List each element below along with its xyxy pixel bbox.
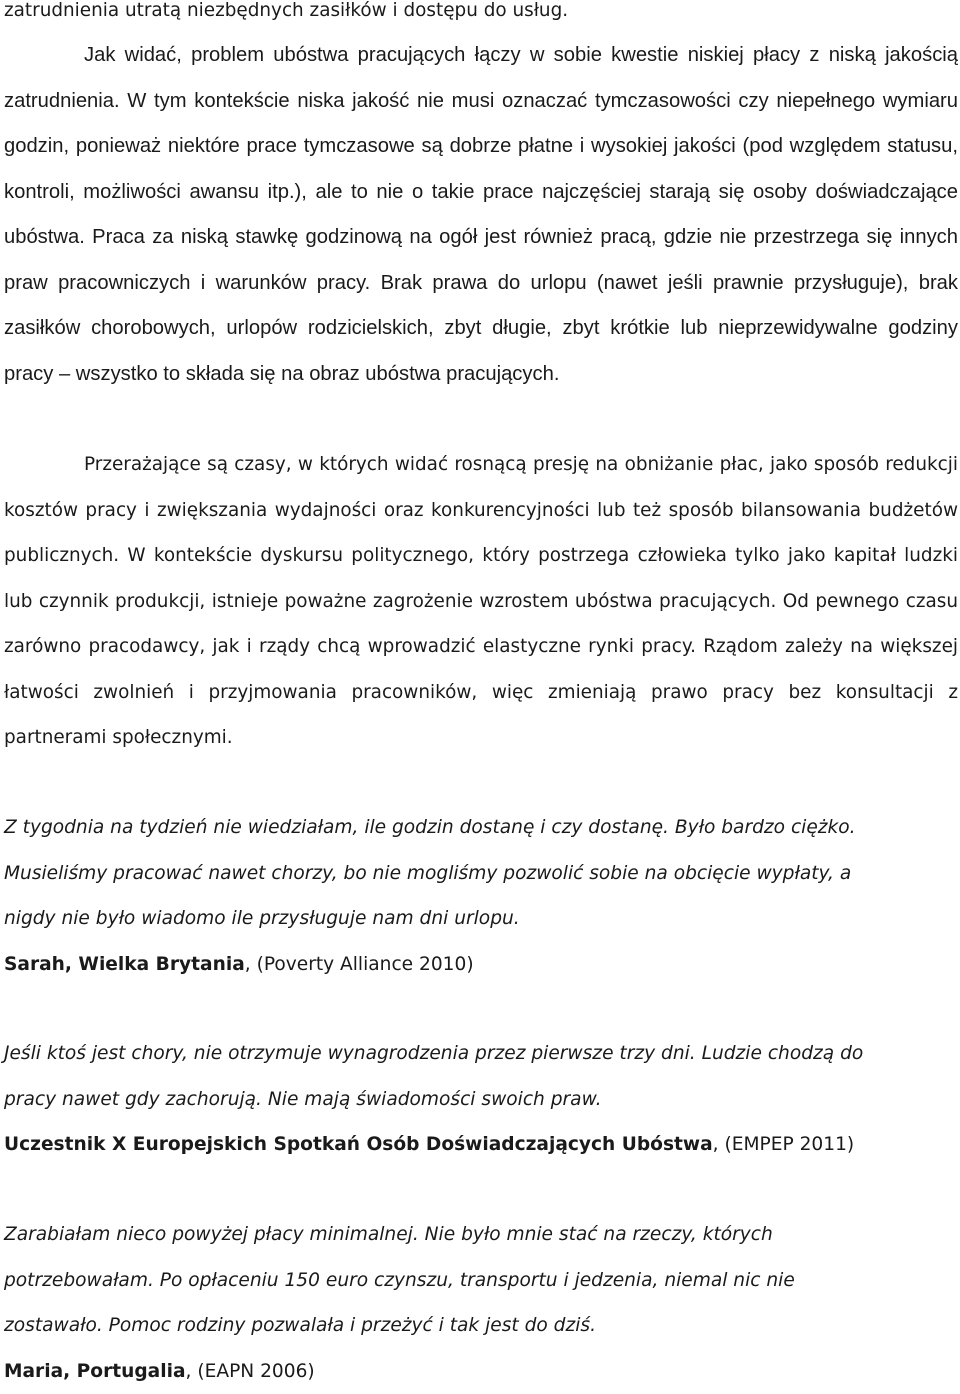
- quote-line: Zarabiałam nieco powyżej płacy minimalnej. Nie było mnie stać na rzeczy, których: [4, 1212, 958, 1258]
- quote-block-1: [4, 805, 958, 987]
- quote-attribution: [4, 1349, 958, 1394]
- quote-line: Jeśli ktoś jest chory, nie otrzymuje wynagrodzenia przez pierwsze trzy dni. Ludzie chodzą do: [4, 1031, 958, 1077]
- paragraph-continuation: zatrudnienia utratą niezbędnych zasiłków i dostępu do usług.: [4, 0, 958, 34]
- quote-source: , (EAPN 2006): [186, 1361, 315, 1382]
- quote-author: Maria, Portugalia: [4, 1361, 186, 1382]
- quote-source: , (EMPEP 2011): [713, 1134, 855, 1155]
- quote-line: Z tygodnia na tydzień nie wiedziałam, ile godzin dostanę i czy dostanę. Było bardzo ciężko.: [4, 805, 958, 851]
- quote-line: potrzebowałam. Po opłaceniu 150 euro czynszu, transportu i jedzenia, niemal nic nie: [4, 1258, 958, 1304]
- quote-block-3: [4, 1212, 958, 1394]
- paragraph-working-poverty: Jak widać, problem ubóstwa pracujących łączy w sobie kwestie niskiej płacy z niską jakością zatrudnienia. W tym kontekście niska jakość nie musi oznaczać tymczasowości czy niepełnego wymiaru godzin, ponieważ niektóre prace tymczasowe są dobrze płatne i wysokiej jakości (pod względem statusu, kontroli, możliwości awansu itp.), ale to nie o takie prace najczęściej starają się osoby doświadczające ubóstwa. Praca za niską stawkę godzinową na ogół jest również pracą, gdzie nie przestrzega się innych praw pracowniczych i warunków pracy. Brak prawa do urlopu (nawet jeśli prawnie przysługuje), brak zasiłków chorobowych, urlopów rodzicielskich, zbyt długie, zbyt krótkie lub nieprzewidywalne godziny pracy – wszystko to składa się na obraz ubóstwa pracujących.: [4, 33, 958, 397]
- quote-line: nigdy nie było wiadomo ile przysługuje nam dni urlopu.: [4, 896, 958, 942]
- quote-author: Sarah, Wielka Brytania: [4, 954, 245, 975]
- quote-attribution: [4, 1122, 958, 1168]
- quote-line: pracy nawet gdy zachorują. Nie mają świadomości swoich praw.: [4, 1077, 958, 1123]
- quote-line: zostawało. Pomoc rodziny pozwalała i przeżyć i tak jest do dziś.: [4, 1303, 958, 1349]
- quote-line: Musieliśmy pracować nawet chorzy, bo nie mogliśmy pozwolić sobie na obcięcie wypłaty, a: [4, 851, 958, 897]
- paragraph-wage-pressure: Przerażające są czasy, w których widać rosnącą presję na obniżanie płac, jako sposób redukcji kosztów pracy i zwiększania wydajności oraz konkurencyjności lub też sposób bilansowania budżetów publicznych. W kontekście dyskursu politycznego, który postrzega człowieka tylko jako kapitał ludzki lub czynnik produkcji, istnieje poważne zagrożenie wzrostem ubóstwa pracujących. Od pewnego czasu zarówno pracodawcy, jak i rządy chcą wprowadzić elastyczne rynki pracy. Rządom zależy na większej łatwości zwolnień i przyjmowania pracowników, więc zmieniają prawo pracy bez konsultacji z partnerami społecznymi.: [4, 442, 958, 761]
- quote-block-2: [4, 1031, 958, 1168]
- quote-author: Uczestnik X Europejskich Spotkań Osób Doświadczających Ubóstwa: [4, 1134, 713, 1155]
- quote-source: , (Poverty Alliance 2010): [245, 954, 474, 975]
- quote-attribution: [4, 942, 958, 988]
